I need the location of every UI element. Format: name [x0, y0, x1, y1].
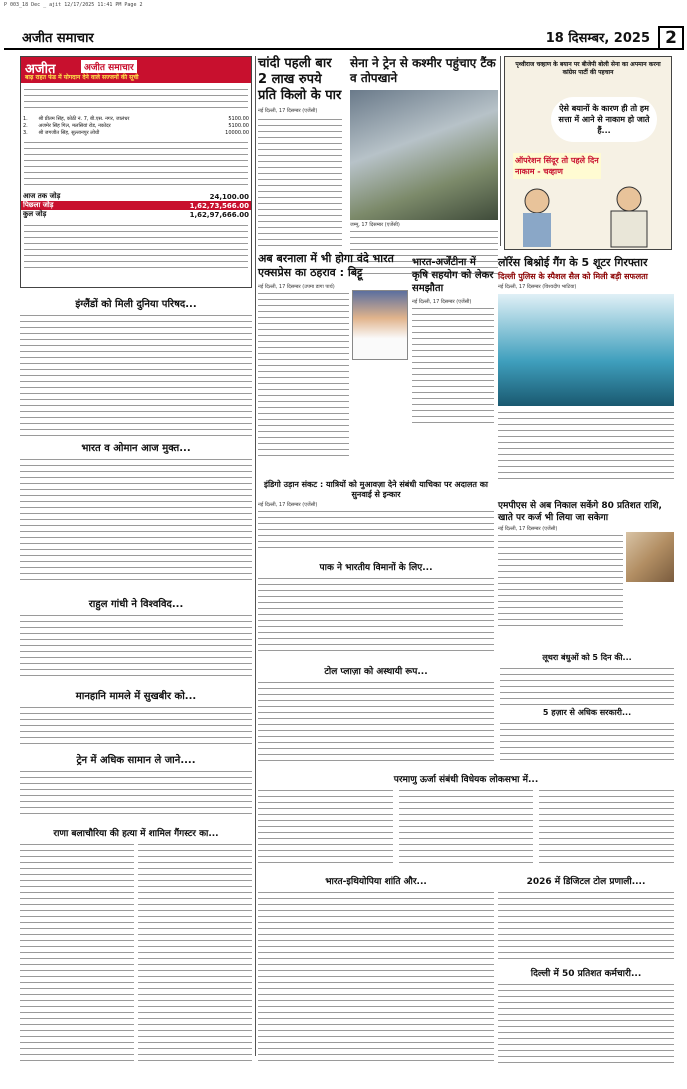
- story-delhi-50: [498, 966, 674, 1066]
- headline: चांदी पहली बार 2 लाख रुपये प्रति किलो के पार: [258, 56, 342, 103]
- story-luthra-visible: [500, 652, 674, 768]
- body-text: [412, 305, 494, 425]
- story-nuclear: [258, 772, 674, 868]
- story-india-argentina: [412, 256, 494, 476]
- headline: इंडिगो उड़ान संकट : यात्रियों को मुआवज़ा देने संबंधी याचिका पर अदालत का सुनवाई से इन्कार: [264, 480, 488, 499]
- subheadline: दिल्ली पुलिस के स्पैशल सैल को मिली बड़ी सफलता: [498, 272, 648, 281]
- dateline: नई दिल्ली, 17 दिसम्बर (विश्वदीप भाटिया): [498, 284, 577, 290]
- headline: भारत व ओमान आज मुक्त...: [81, 443, 191, 454]
- body-text: [258, 508, 494, 550]
- cartoon: [504, 56, 672, 250]
- fund-list: [24, 139, 248, 189]
- figure-head-left: [525, 189, 549, 213]
- dateline: नई दिल्ली, 17 दिसम्बर (एजेंसी): [412, 299, 472, 305]
- headline: 2026 में डिजिटल टोल प्रणाली....: [526, 877, 646, 887]
- body-text: [20, 768, 252, 816]
- body-text: [500, 720, 674, 762]
- fund-row: 3. श्री जगजीत सिंह, सुल्तानपुर लोधी 10000.00: [23, 129, 249, 136]
- body-text: [498, 409, 674, 479]
- headline: सेना ने ट्रेन से कश्मीर पहुंचाए टैंक व तोपखाने: [350, 56, 496, 85]
- figure-body-right: [611, 211, 647, 247]
- dateline: नई दिल्ली, 17 दिसम्बर (एजेंसी): [258, 502, 318, 508]
- body-text: [498, 889, 674, 961]
- story-indo-ethiopia: [258, 874, 494, 1066]
- column-rule: [500, 56, 501, 246]
- masthead: [4, 28, 684, 50]
- headline: अब बरनाला में भी होगा वंदे भारत एक्सप्रेस का ठहराव : बिट्टू: [258, 252, 394, 279]
- fund-table: [21, 115, 251, 136]
- cartoon-speech: ऐसे बयानों के कारण ही तो हम सत्ता में आने से नाकाम हो जाते हैं...: [551, 97, 657, 142]
- fund-logo: अजीत: [25, 62, 56, 77]
- story-mps: [498, 500, 674, 650]
- body-text: [20, 456, 252, 582]
- story-rahul: [20, 596, 252, 678]
- headline: ट्रेन में अधिक सामान ले जाने....: [76, 755, 196, 766]
- summary-row: आज तक जोड़ 24,100.00: [23, 192, 249, 201]
- story-train: [20, 752, 252, 818]
- body-text: [258, 787, 393, 865]
- body-text: [258, 116, 342, 246]
- body-text: [498, 532, 623, 626]
- story-bharat-oman: [20, 440, 252, 584]
- paper-name: अजीत समाचार: [22, 31, 94, 46]
- figure-head-right: [617, 187, 641, 211]
- body-text: [20, 612, 252, 676]
- fund-footer: [24, 222, 248, 268]
- body-text: [539, 787, 674, 865]
- summary-row: पिछला जोड़ 1,62,73,566.00: [23, 201, 249, 210]
- body-text: [258, 575, 494, 655]
- body-text: [258, 889, 494, 1063]
- relief-fund-box: [20, 56, 252, 288]
- body-text: [258, 290, 349, 460]
- story-rana: [20, 826, 252, 1066]
- bridge-photo: [350, 90, 498, 220]
- body-text: [500, 665, 674, 705]
- figure-body-left: [523, 213, 551, 247]
- story-digital-toll: [498, 874, 674, 962]
- story-barnala: [258, 252, 408, 472]
- arrest-photo: [498, 294, 674, 406]
- fund-title: बाढ़ राहत फंड में योगदान देने वाले सज्जनों की सूची: [25, 74, 139, 81]
- story-lawrence: [498, 256, 674, 494]
- body-text: [498, 981, 674, 1063]
- print-slug: P 003_18 Dec _ ajit 12/17/2025 11:41 PM Page 2: [4, 2, 143, 8]
- fund-row: 1. श्री प्रीतम सिंह, कोठी नं. 7, बी.एस. नगर, जालंधर 5100.00: [23, 115, 249, 122]
- story-indigo: [258, 480, 494, 556]
- headline: परमाणु ऊर्जा संबंधी विधेयक लोकसभा में...: [393, 775, 539, 785]
- fund-summary: [21, 192, 251, 219]
- headline: 5 हज़ार से अधिक सरकारी...: [542, 708, 632, 717]
- headline: एमपीएस से अब निकाल सकेंगे 80 प्रतिशत राशि, खाते पर कर्ज भी लिया जा सकेगा: [498, 501, 662, 523]
- cartoon-figures: [505, 181, 673, 249]
- headline: टोल प्लाज़ा को अस्थायी रूप...: [324, 667, 428, 677]
- headline: पाक ने भारतीय विमानों के लिए...: [319, 563, 433, 573]
- story-maan: [20, 688, 252, 748]
- dateline: नई दिल्ली, 17 दिसम्बर (एजेंसी): [498, 526, 558, 532]
- cartoon-badge: ऑपरेशन सिंदूर तो पहले दिन नाकाम - चव्हाण: [513, 153, 601, 179]
- story-toll: [258, 664, 494, 764]
- headline: भारत-इथियोपिया शांति और...: [325, 877, 427, 887]
- summary-row: कुल जोड़ 1,62,97,666.00: [23, 210, 249, 219]
- currency-photo: [626, 532, 674, 582]
- fund-row: 2. अजमेर सिंह गिल, मलसियां रोड, नकोदर 5100.00: [23, 122, 249, 129]
- body-text: [20, 312, 252, 438]
- fund-header: [21, 57, 251, 83]
- dateline: नई दिल्ली, 17 दिसम्बर (एजेंसी): [258, 108, 318, 114]
- body-text: [399, 787, 534, 865]
- page-number: 2: [658, 26, 684, 50]
- body-text: [20, 841, 134, 1061]
- body-text: [138, 841, 252, 1061]
- headline: मानहानि मामले में सुखबीर को...: [75, 691, 197, 702]
- story-indians: [20, 296, 252, 438]
- headline: राणा बलाचौरिया की हत्या में शामिल गैंगस्टर का...: [53, 829, 219, 839]
- headline: लूथरा बंधुओं को 5 दिन की...: [542, 653, 632, 662]
- fund-intro: [24, 86, 248, 112]
- dateline: जम्मू, 17 दिसम्बर (एजेंसी): [350, 222, 400, 228]
- column-rule: [255, 56, 256, 1056]
- headline: दिल्ली में 50 प्रतिशत कर्मचारी...: [530, 969, 642, 979]
- story-pak-jets: [258, 560, 494, 656]
- cartoon-caption: पृथ्वीराज चव्हाण के बयान पर बीजेपी बोली सेना का अपमान करना कांग्रेस पार्टी की पहचान: [515, 61, 661, 76]
- body-text: [20, 704, 252, 748]
- minister-photo: [352, 290, 408, 360]
- headline: इंग्लैंडों को मिली दुनिया परिषद...: [75, 299, 197, 310]
- issue-date: 18 दिसम्बर, 2025: [545, 31, 650, 46]
- fund-logo-sub: अजीत समाचार: [81, 60, 137, 73]
- headline: भारत-अर्जेंटीना में कृषि सहयोग को लेकर समझौता: [412, 257, 494, 294]
- body-text: [258, 679, 494, 763]
- headline: राहुल गांधी ने विश्वविद...: [88, 599, 184, 610]
- dateline: नई दिल्ली, 17 दिसम्बर (उपमा डागा पार्थ): [258, 284, 335, 290]
- headline: लॉरेंस बिश्नोई गैंग के 5 शूटर गिरफ्तार: [498, 256, 648, 269]
